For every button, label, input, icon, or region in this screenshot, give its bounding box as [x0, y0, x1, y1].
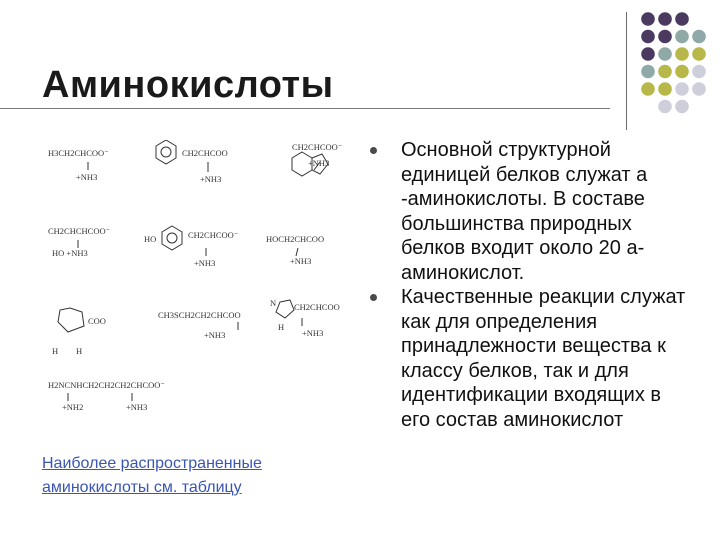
chem-label: HOCH2CHCOO: [266, 234, 325, 244]
decorative-dot: [675, 47, 689, 61]
bullet-item: [367, 285, 687, 432]
chem-label: +NH3: [126, 402, 148, 412]
chem-label: COO: [88, 316, 106, 326]
proline-ring: [58, 308, 84, 332]
decorative-dot: [658, 30, 672, 44]
decorative-vertical-line: [626, 12, 627, 130]
chem-label: +NH3: [308, 158, 330, 168]
decorative-dot: [658, 100, 672, 114]
decorative-dot: [658, 82, 672, 96]
decorative-dot: [692, 30, 706, 44]
decorative-dot: [675, 12, 689, 26]
bullet-dot-icon: [370, 294, 377, 301]
decorative-dot: [692, 65, 706, 79]
chem-label: HO +NH3: [52, 248, 88, 258]
imidazole-ring: [276, 300, 294, 318]
chem-label: HO: [144, 234, 157, 244]
title-divider: [0, 108, 610, 109]
amino-acid-structures-figure: [40, 140, 375, 440]
chem-label: H3CH2CHCOO⁻: [48, 148, 109, 158]
chem-label: +NH3: [302, 328, 324, 338]
bullet-text: Качественные реакции служат как для определения принадлежности вещества к классу белков, так и для идентификации входящих в его состав аминокислот: [401, 286, 686, 431]
decorative-dot: [692, 47, 706, 61]
decorative-dot-grid: [640, 12, 720, 122]
chem-label: CH2CHCHCOO⁻: [48, 226, 111, 236]
benzene-ring: [156, 140, 176, 164]
decorative-dot: [641, 30, 655, 44]
decorative-dot: [641, 82, 655, 96]
chem-label: +NH3: [200, 174, 222, 184]
decorative-dot: [641, 12, 655, 26]
decorative-dot: [658, 12, 672, 26]
chem-label: +NH3: [194, 258, 216, 268]
chem-label: +NH3: [290, 256, 312, 266]
chem-label: +NH2: [62, 402, 84, 412]
bullet-item: [367, 138, 687, 285]
bullet-dot-icon: [370, 147, 377, 154]
chem-label: H: [278, 322, 285, 332]
decorative-dot: [675, 82, 689, 96]
table-link[interactable]: Наиболее распространенные аминокислоты см. таблицу: [42, 455, 262, 496]
phenol-ring: [162, 226, 182, 250]
chem-label: CH2CHCOO⁻: [292, 142, 343, 152]
chem-label: +NH3: [76, 172, 98, 182]
bullet-text: Основной структурной единицей белков служат а -аминокислоты. В составе большинства природных белков входит около 20 а-аминокислот.: [401, 139, 648, 284]
decorative-dot: [692, 82, 706, 96]
decorative-dot: [675, 30, 689, 44]
chem-label: H2NCNHCH2CH2CH2CHCOO⁻: [48, 380, 165, 390]
chem-label: H: [76, 346, 83, 356]
bullet-list: [367, 138, 687, 432]
chem-label: H: [52, 346, 59, 356]
decorative-dot: [641, 65, 655, 79]
chem-label: N: [270, 298, 277, 308]
decorative-dot: [675, 100, 689, 114]
decorative-dot: [675, 65, 689, 79]
decorative-dot: [658, 65, 672, 79]
chem-label: CH2CHCOO: [182, 148, 228, 158]
decorative-dot: [641, 47, 655, 61]
chem-label: +NH3: [204, 330, 226, 340]
chem-label: CH3SCH2CH2CHCOO: [158, 310, 241, 320]
chem-label: CH2CHCOO⁻: [188, 230, 239, 240]
decorative-dot: [658, 47, 672, 61]
page-title: Аминокислоты: [42, 64, 334, 106]
chem-label: CH2CHCOO: [294, 302, 340, 312]
